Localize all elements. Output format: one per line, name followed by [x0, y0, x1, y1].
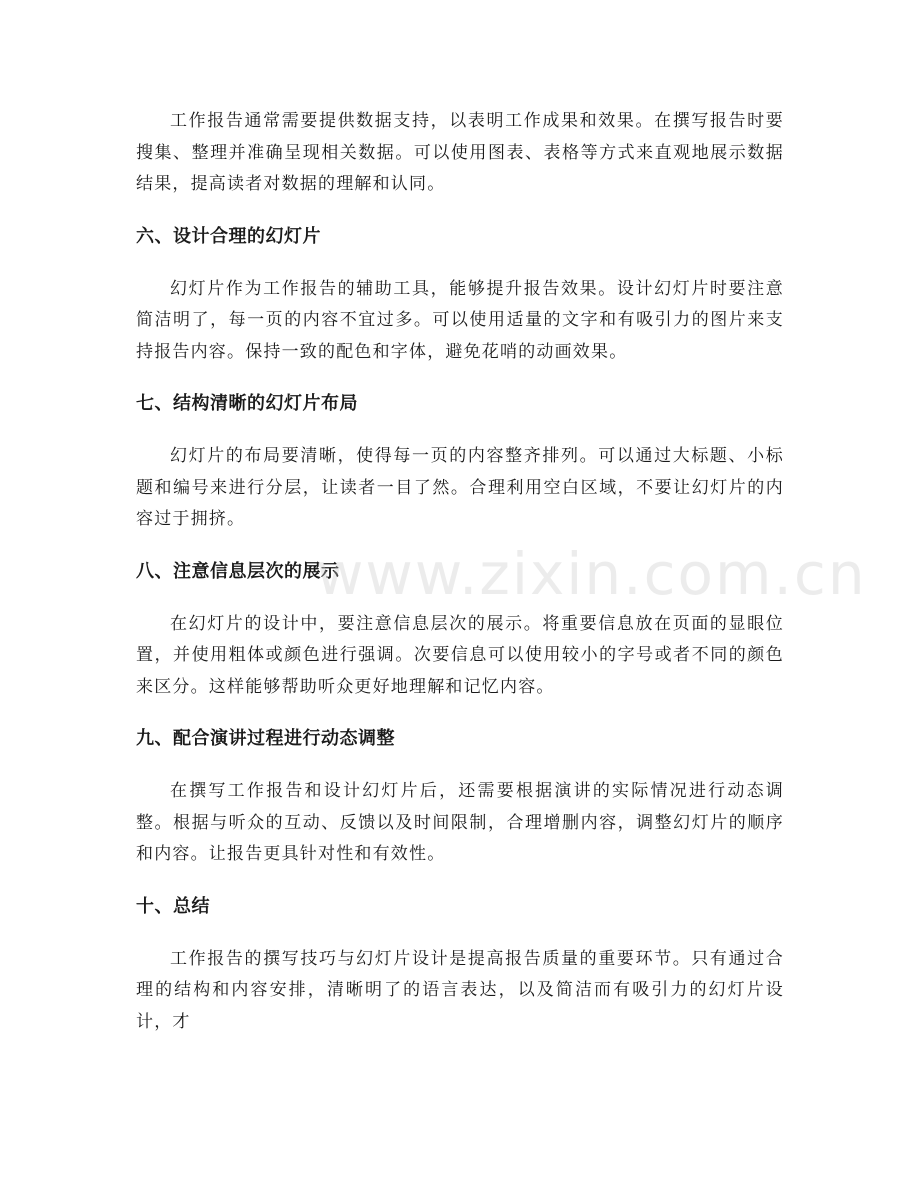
watermark-text: www.zixin.com.cn [316, 540, 867, 608]
heading-section-6: 六、设计合理的幻灯片 [136, 225, 321, 247]
heading-section-9: 九、配合演讲过程进行动态调整 [136, 728, 395, 749]
paragraph-data-support: 工作报告通常需要提供数据支持，以表明工作成果和效果。在撰写报告时要搜集、整理并准确呈现相关数据。可以使用图表、表格等方式来直观地展示数据结果，提高读者对数据的理解和认同。 [136, 111, 784, 194]
paragraph-dynamic-adjustment: 在撰写工作报告和设计幻灯片后，还需要根据演讲的实际情况进行动态调整。根据与听众的互动、反馈以及时间限制，合理增删内容，调整幻灯片的顺序和内容。让报告更具针对性和有效性。 [136, 781, 784, 864]
paragraph-slide-design: 幻灯片作为工作报告的辅助工具，能够提升报告效果。设计幻灯片时要注意简洁明了，每一页的内容不宜过多。可以使用适量的文字和有吸引力的图片来支持报告内容。保持一致的配色和字体，避免花哨的动画效果。 [136, 278, 784, 362]
heading-section-10: 十、总结 [136, 895, 210, 917]
document-body [136, 106, 784, 1061]
paragraph-slide-layout: 幻灯片的布局要清晰，使得每一页的内容整齐排列。可以通过大标题、小标题和编号来进行分层，让读者一目了然。合理利用空白区域，不要让幻灯片的内容过于拥挤。 [136, 446, 784, 529]
heading-section-7: 七、结构清晰的幻灯片布局 [136, 393, 358, 414]
paragraph-summary: 工作报告的撰写技巧与幻灯片设计是提高报告质量的重要环节。只有通过合理的结构和内容安排，清晰明了的语言表达，以及简洁而有吸引力的幻灯片设计，才 [136, 948, 784, 1032]
paragraph-info-hierarchy: 在幻灯片的设计中，要注意信息层次的展示。将重要信息放在页面的显眼位置，并使用粗体或颜色进行强调。次要信息可以使用较小的字号或者不同的颜色来区分。这样能够帮助听众更好地理解和记忆内容。 [136, 613, 784, 697]
heading-section-8: 八、注意信息层次的展示 [136, 560, 340, 582]
